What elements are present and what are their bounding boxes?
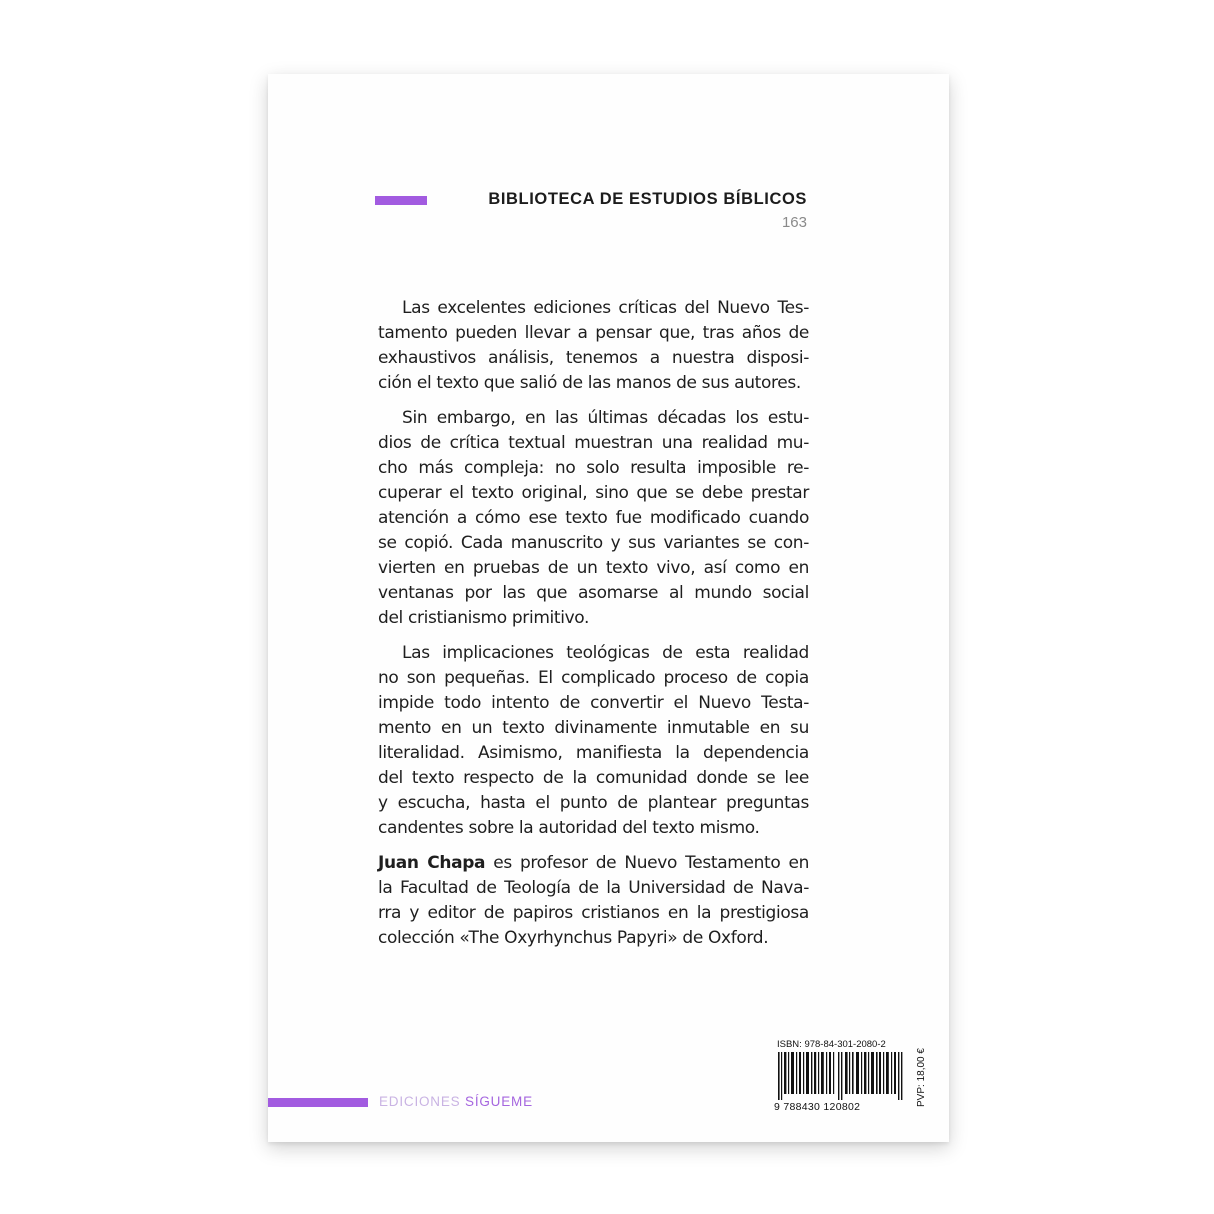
text-line: del cristianismo primitivo. — [378, 608, 590, 628]
text-line: colección «The Oxyrhynchus Papyri» de Oxford. — [378, 928, 769, 948]
synopsis-paragraph-3 — [378, 641, 809, 841]
price-label: PVP: 18,00 € — [916, 1048, 927, 1107]
publisher-name: SÍGUEME — [465, 1094, 533, 1109]
series-title: BIBLIOTECA DE ESTUDIOS BÍBLICOS — [488, 190, 807, 208]
synopsis-paragraph-2 — [378, 406, 809, 631]
text-line: no son pequeñas. El complicado proceso de copia — [378, 668, 809, 688]
synopsis — [378, 296, 809, 961]
text-line: exhaustivos análisis, tenemos a nuestra disposi- — [378, 348, 809, 368]
barcode-block — [774, 1037, 927, 1117]
text-line: tamento pueden llevar a pensar que, tras años de — [378, 323, 809, 343]
author-bio-line-rest: es profesor de Nuevo Testamento en — [485, 853, 809, 873]
barcode-icon — [778, 1052, 906, 1100]
isbn-label: ISBN: 978-84-301-2080-2 — [777, 1039, 886, 1050]
accent-bar-top — [375, 196, 427, 205]
text-line: candentes sobre la autoridad del texto mismo. — [378, 818, 760, 838]
text-line: ción el texto que salió de las manos de sus autores. — [378, 373, 801, 393]
text-line: rra y editor de papiros cristianos en la prestigiosa — [378, 903, 809, 923]
author-bio — [378, 851, 809, 951]
text-line: mento en un texto divinamente inmutable en su — [378, 718, 809, 738]
text-line: cuperar el texto original, sino que se debe prestar — [378, 483, 809, 503]
text-line: Las excelentes ediciones críticas del Nuevo Tes- — [402, 298, 809, 318]
text-line: Las implicaciones teológicas de esta realidad — [402, 643, 809, 663]
text-line: literalidad. Asimismo, manifiesta la dependencia — [378, 743, 809, 763]
text-line: la Facultad de Teología de la Universidad de Nava- — [378, 878, 809, 898]
text-line: impide todo intento de convertir el Nuevo Testa- — [378, 693, 809, 713]
barcode-digits: 9 788430 120802 — [774, 1101, 861, 1113]
text-line: ventanas por las que asomarse al mundo social — [378, 583, 809, 603]
text-line: se copió. Cada manuscrito y sus variantes se con- — [378, 533, 809, 553]
text-line — [378, 851, 809, 876]
text-line: dios de crítica textual muestran una realidad mu- — [378, 433, 809, 453]
publisher-logo — [379, 1094, 533, 1109]
synopsis-paragraph-1 — [378, 296, 809, 396]
accent-bar-bottom — [268, 1098, 368, 1107]
text-line: Sin embargo, en las últimas décadas los estu- — [402, 408, 809, 428]
text-line: y escucha, hasta el punto de plantear preguntas — [378, 793, 809, 813]
text-line: del texto respecto de la comunidad donde se lee — [378, 768, 809, 788]
author-name: Juan Chapa — [378, 853, 486, 873]
book-back-cover — [268, 74, 949, 1142]
publisher-prefix: EDICIONES — [379, 1094, 466, 1109]
text-line: cho más compleja: no solo resulta imposible re- — [378, 458, 809, 478]
text-line: atención a cómo ese texto fue modificado cuando — [378, 508, 809, 528]
text-line: vierten en pruebas de un texto vivo, así como en — [378, 558, 809, 578]
series-number: 163 — [781, 214, 807, 231]
